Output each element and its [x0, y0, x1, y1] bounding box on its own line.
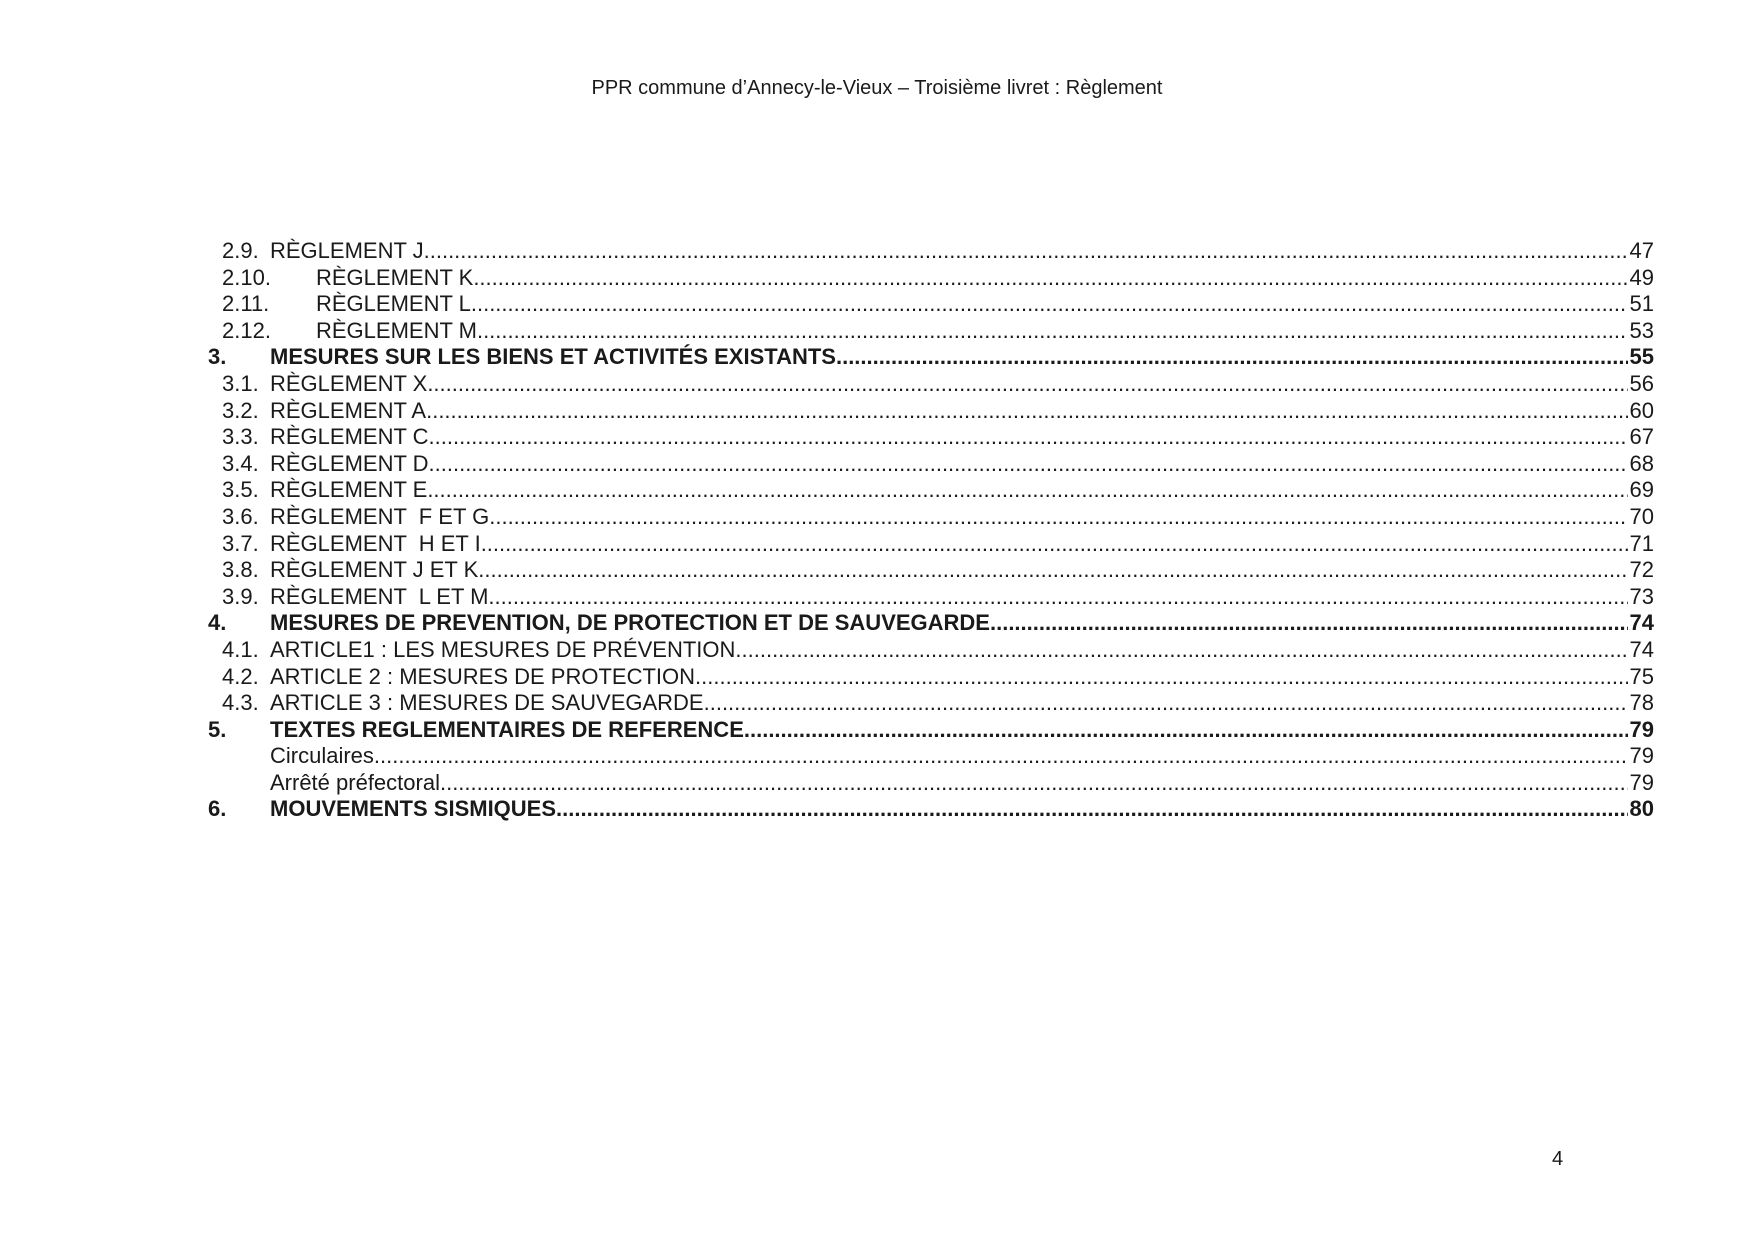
table-of-contents	[208, 238, 1654, 823]
toc-entry-title: RÈGLEMENT H ET I	[270, 530, 481, 556]
toc-entry-number: 3.7.	[222, 530, 259, 556]
toc-entry-page: 69	[1629, 477, 1654, 503]
toc-entry-3-8[interactable]	[208, 557, 1654, 584]
toc-entry-title: RÈGLEMENT M	[316, 317, 477, 343]
toc-entry-2-11[interactable]	[208, 291, 1654, 318]
toc-entry-body	[270, 690, 1654, 717]
toc-entry-title: Circulaires	[270, 743, 374, 769]
toc-entry-number: 4.	[208, 610, 227, 636]
toc-dot-leader	[473, 265, 1627, 292]
toc-entry-title: RÈGLEMENT L ET M	[270, 583, 489, 609]
toc-entry-body	[270, 637, 1654, 664]
toc-dot-leader	[488, 584, 1627, 611]
toc-entry-title: MESURES SUR LES BIENS ET ACTIVITÉS EXISTANTS	[270, 344, 836, 370]
toc-entry-number: 2.9.	[222, 238, 259, 263]
toc-dot-leader	[744, 717, 1628, 744]
toc-entry-page: 78	[1629, 690, 1654, 716]
toc-entry-title: RÈGLEMENT A	[270, 397, 427, 423]
toc-entry-page: 74	[1629, 636, 1654, 662]
toc-dot-leader	[489, 504, 1627, 531]
toc-entry-body	[270, 796, 1654, 823]
toc-entry-page: 67	[1629, 424, 1654, 450]
toc-entry-body	[270, 717, 1654, 744]
toc-entry-page: 55	[1629, 344, 1654, 370]
toc-entry-title: RÈGLEMENT X	[270, 370, 428, 396]
toc-entry-title: RÈGLEMENT F ET G	[270, 503, 490, 529]
toc-entry-body	[270, 531, 1654, 558]
toc-entry-page: 56	[1629, 370, 1654, 396]
toc-entry-4-3[interactable]	[208, 690, 1654, 717]
toc-entry-number: 3.	[208, 344, 227, 370]
toc-entry-2-10[interactable]	[208, 265, 1654, 292]
toc-entry-body	[270, 770, 1654, 797]
toc-entry-title: RÈGLEMENT E	[270, 477, 428, 503]
page-header: PPR commune d’Annecy-le-Vieux – Troisième livret : Règlement	[591, 77, 1163, 99]
toc-dot-leader	[424, 238, 1628, 265]
toc-entry-page: 79	[1629, 716, 1654, 742]
toc-entry-3-9[interactable]	[208, 584, 1654, 611]
toc-entry-number: 3.3.	[222, 424, 259, 450]
toc-entry-title: MOUVEMENTS SISMIQUES	[270, 796, 557, 822]
toc-entry-page: 73	[1629, 583, 1654, 609]
toc-entry-3-5[interactable]	[208, 477, 1654, 504]
toc-entry-3-2[interactable]	[208, 398, 1654, 425]
toc-entry-number: 4.1.	[222, 636, 259, 662]
toc-entry-4[interactable]	[208, 610, 1654, 637]
toc-entry-title: RÈGLEMENT D	[270, 450, 429, 476]
toc-entry-page: 79	[1629, 743, 1654, 769]
toc-entry-title: RÈGLEMENT K	[316, 264, 474, 290]
toc-entry-3-6[interactable]	[208, 504, 1654, 531]
page-number: 4	[1552, 1148, 1564, 1170]
toc-entry-body	[270, 477, 1654, 504]
toc-entry-number: 2.12.	[222, 317, 271, 343]
toc-entry-page: 60	[1629, 397, 1654, 423]
toc-entry-body	[270, 504, 1654, 531]
toc-entry-body	[316, 291, 1654, 318]
toc-entry-page: 75	[1629, 663, 1654, 689]
toc-entry-page: 47	[1629, 238, 1654, 263]
toc-dot-leader	[374, 743, 1628, 770]
toc-dot-leader	[990, 610, 1628, 637]
toc-entry-title: Arrêté préfectoral	[270, 769, 440, 795]
toc-entry-title: RÈGLEMENT L	[316, 291, 471, 317]
toc-dot-leader	[695, 664, 1628, 691]
toc-entry-number: 3.2.	[222, 397, 259, 423]
toc-entry-body	[270, 743, 1654, 770]
toc-entry-body	[270, 451, 1654, 478]
toc-entry-number: 2.10.	[222, 264, 271, 290]
toc-entry-body	[270, 371, 1654, 398]
toc-entry-page: 74	[1629, 610, 1654, 636]
toc-entry-title: RÈGLEMENT C	[270, 424, 429, 450]
toc-entry-title: RÈGLEMENT J ET K	[270, 557, 479, 583]
toc-entry-title: TEXTES REGLEMENTAIRES DE REFERENCE	[270, 716, 744, 742]
toc-dot-leader	[429, 424, 1628, 451]
toc-entry-3-3[interactable]	[208, 424, 1654, 451]
toc-entry-page: 51	[1629, 291, 1654, 317]
toc-entry-body	[270, 344, 1654, 371]
toc-entry-title: ARTICLE 3 : MESURES DE SAUVEGARDE	[270, 690, 704, 716]
toc-entry-page: 49	[1629, 264, 1654, 290]
toc-entry-body	[270, 557, 1654, 584]
toc-entry-page: 70	[1629, 503, 1654, 529]
toc-dot-leader	[427, 477, 1627, 504]
toc-entry-number: 4.2.	[222, 663, 259, 689]
toc-entry-arrete-prefectoral[interactable]	[208, 770, 1654, 797]
toc-entry-number: 3.5.	[222, 477, 259, 503]
toc-entry-body	[270, 664, 1654, 691]
toc-entry-number: 3.6.	[222, 503, 259, 529]
toc-entry-3[interactable]	[208, 344, 1654, 371]
toc-entry-title: ARTICLE 2 : MESURES DE PROTECTION	[270, 663, 696, 689]
toc-entry-number: 4.3.	[222, 690, 259, 716]
toc-entry-number: 5.	[208, 716, 227, 742]
toc-entry-page: 53	[1629, 317, 1654, 343]
toc-entry-page: 72	[1629, 557, 1654, 583]
toc-entry-3-7[interactable]	[208, 531, 1654, 558]
toc-entry-2-9[interactable]	[208, 238, 1654, 265]
toc-entry-3-4[interactable]	[208, 451, 1654, 478]
toc-entry-5[interactable]	[208, 717, 1654, 744]
toc-entry-6[interactable]	[208, 796, 1654, 823]
toc-dot-leader	[735, 637, 1627, 664]
toc-entry-body	[270, 398, 1654, 425]
toc-entry-title: MESURES DE PREVENTION, DE PROTECTION ET DE SAUVEGARDE	[270, 610, 990, 636]
toc-entry-page: 79	[1629, 769, 1654, 795]
toc-entry-page: 80	[1629, 796, 1654, 822]
toc-dot-leader	[481, 531, 1628, 558]
toc-entry-page: 71	[1629, 530, 1654, 556]
toc-entry-4-1[interactable]	[208, 637, 1654, 664]
toc-dot-leader	[478, 557, 1627, 584]
toc-dot-leader	[427, 371, 1627, 398]
toc-entry-body	[270, 424, 1654, 451]
toc-dot-leader	[426, 398, 1627, 425]
toc-dot-leader	[704, 690, 1628, 717]
toc-entry-number: 3.8.	[222, 557, 259, 583]
toc-dot-leader	[440, 770, 1628, 797]
toc-entry-4-2[interactable]	[208, 664, 1654, 691]
toc-dot-leader	[429, 451, 1628, 478]
toc-entry-number: 3.9.	[222, 583, 259, 609]
toc-entry-3-1[interactable]	[208, 371, 1654, 398]
toc-entry-title: ARTICLE1 : LES MESURES DE PRÉVENTION	[270, 636, 736, 662]
toc-entry-number: 3.1.	[222, 370, 259, 396]
toc-entry-number: 2.11.	[222, 291, 270, 317]
toc-entry-body	[316, 318, 1654, 345]
toc-entry-number: 6.	[208, 796, 227, 822]
toc-entry-body	[270, 610, 1654, 637]
toc-dot-leader	[471, 291, 1628, 318]
toc-dot-leader	[556, 796, 1627, 823]
toc-entry-page: 68	[1629, 450, 1654, 476]
toc-entry-number: 3.4.	[222, 450, 259, 476]
toc-entry-circulaires[interactable]	[208, 743, 1654, 770]
toc-entry-body	[316, 265, 1654, 292]
toc-entry-body	[270, 584, 1654, 611]
toc-entry-2-12[interactable]	[208, 318, 1654, 345]
toc-dot-leader	[477, 318, 1628, 345]
toc-entry-body	[270, 238, 1654, 265]
toc-dot-leader	[836, 344, 1628, 371]
toc-entry-title: RÈGLEMENT J	[270, 238, 424, 263]
